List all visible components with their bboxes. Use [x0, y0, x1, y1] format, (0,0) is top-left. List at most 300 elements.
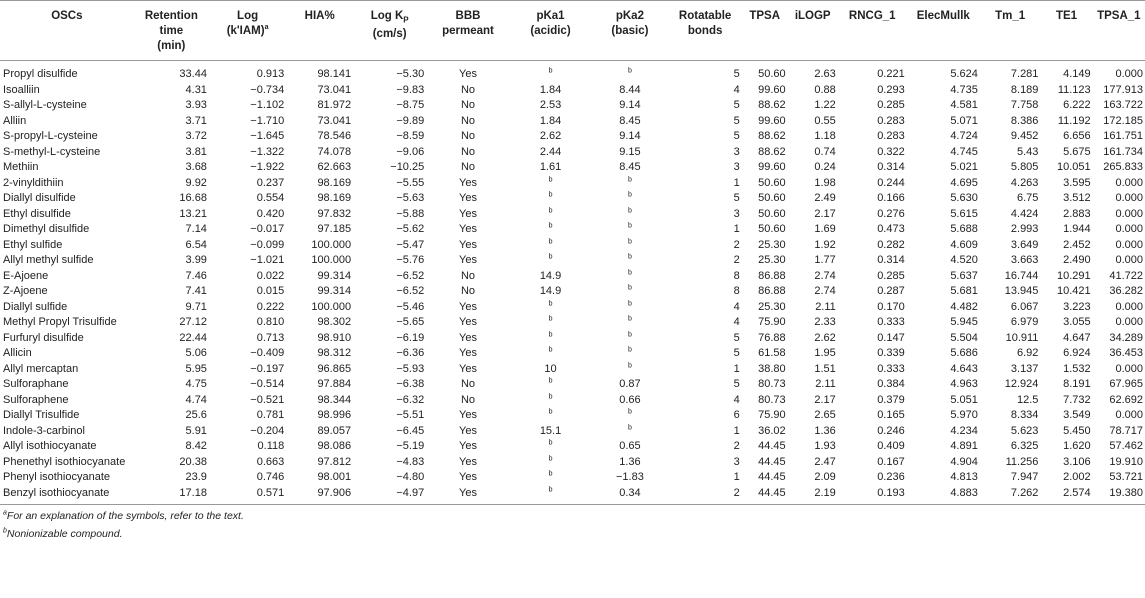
table-cell: [286, 377, 353, 393]
cell-value: Propyl disulfide: [3, 68, 78, 80]
footnote-b-mark: b: [548, 175, 553, 183]
table-cell: [980, 98, 1041, 114]
cell-value: 6.656: [1063, 130, 1091, 142]
column-header: [1093, 1, 1145, 61]
table-cell: [907, 284, 980, 300]
cell-value: 97.185: [317, 223, 352, 235]
cell-value: No: [460, 378, 476, 390]
footnote-b-mark: b: [627, 299, 632, 307]
table-cell: [669, 145, 742, 161]
table-cell: [1040, 269, 1092, 285]
table-cell: [742, 83, 788, 99]
table-cell: [907, 300, 980, 316]
table-cell: [1040, 486, 1092, 505]
cell-value: 0.022: [256, 269, 285, 282]
column-header: [510, 1, 591, 61]
table-cell: [907, 408, 980, 424]
cell-value: 0.379: [877, 393, 905, 406]
cell-value: 0.409: [877, 440, 905, 452]
table-cell: [591, 284, 668, 300]
table-cell: [838, 176, 907, 192]
cell-value: 73.041: [317, 114, 352, 127]
cell-value: 2.33: [814, 316, 836, 328]
cell-value: S-propyl-L-cysteine: [3, 130, 98, 142]
table-cell: [669, 439, 742, 455]
table-cell: [788, 238, 838, 254]
table-cell: [980, 191, 1041, 207]
cell-value: −5.63: [396, 192, 425, 204]
cell-value: 12.5: [1017, 393, 1039, 406]
table-cell: [510, 377, 591, 393]
table-cell: [591, 486, 668, 505]
table-row: [0, 486, 1145, 505]
table-cell: [209, 424, 286, 440]
cell-value: 36.453: [1109, 347, 1143, 359]
table-cell: [591, 393, 668, 409]
table-cell: [788, 114, 838, 130]
table-cell: [742, 408, 788, 424]
table-cell: [353, 253, 426, 269]
cell-value: 2.993: [1010, 223, 1039, 235]
table-cell: [980, 455, 1041, 471]
cell-value: 98.086: [317, 440, 352, 452]
cell-value: 12.924: [1004, 378, 1039, 390]
table-cell: [510, 455, 591, 471]
cell-value: −5.76: [396, 254, 425, 266]
table-cell: [510, 362, 591, 378]
cell-value: 7.262: [1010, 486, 1039, 499]
cell-value: Yes: [459, 238, 477, 251]
table-cell: [591, 424, 668, 440]
cell-value: 4.891: [950, 440, 978, 452]
cell-value: 5.681: [950, 285, 978, 297]
cell-value: 44.45: [758, 486, 786, 499]
table-cell: [353, 393, 426, 409]
table-cell: [1040, 439, 1092, 455]
table-cell: [742, 331, 788, 347]
footnote-b-mark: b: [548, 408, 553, 416]
cell-value: 0.000: [1115, 409, 1143, 421]
cell-value: 2.62: [814, 331, 836, 344]
cell-value: Allicin: [3, 347, 32, 359]
column-header: [980, 1, 1041, 61]
cell-value: Allyl methyl sulfide: [3, 254, 94, 266]
table-cell: [1040, 191, 1092, 207]
cell-value: 5.686: [950, 347, 978, 359]
cell-value: 0.314: [877, 161, 905, 173]
cell-value: 0.66: [619, 393, 641, 406]
cell-value: 0.000: [1115, 362, 1143, 375]
table-cell: [209, 253, 286, 269]
cell-value: 2.19: [814, 486, 836, 499]
table-row: [0, 114, 1145, 130]
table-cell: [510, 315, 591, 331]
table-cell: [669, 470, 742, 486]
compound-name-cell: [0, 83, 134, 99]
table-cell: [209, 315, 286, 331]
column-header: [1040, 1, 1092, 61]
table-cell: [907, 377, 980, 393]
table-cell: [838, 439, 907, 455]
cell-value: 0.420: [256, 207, 285, 220]
cell-value: 8.386: [1010, 114, 1039, 127]
table-cell: [353, 346, 426, 362]
table-cell: [669, 253, 742, 269]
table-cell: [353, 98, 426, 114]
column-header-label: pKa2: [615, 10, 644, 22]
cell-value: 100.000: [311, 254, 352, 266]
table-cell: [980, 114, 1041, 130]
table-cell: [353, 207, 426, 223]
cell-value: 3.512: [1063, 192, 1091, 204]
table-cell: [1093, 269, 1145, 285]
cell-value: 13.21: [179, 207, 207, 220]
compound-name-cell: [0, 424, 134, 440]
cell-value: 97.832: [317, 207, 352, 220]
cell-value: 33.44: [179, 68, 207, 80]
cell-value: 10.911: [1005, 331, 1039, 344]
table-cell: [1040, 362, 1092, 378]
table-cell: [134, 393, 209, 409]
cell-value: 4.643: [950, 362, 978, 375]
table-cell: [907, 470, 980, 486]
cell-value: 163.722: [1103, 99, 1143, 111]
cell-value: −6.19: [396, 331, 425, 344]
cell-value: 3: [733, 145, 740, 158]
table-cell: [353, 114, 426, 130]
table-cell: [742, 424, 788, 440]
table-cell: [1040, 408, 1092, 424]
table-cell: [426, 98, 510, 114]
table-cell: [353, 129, 426, 145]
table-cell: [1093, 129, 1145, 145]
cell-value: 41.722: [1109, 269, 1143, 282]
cell-value: 1.22: [814, 99, 836, 111]
table-cell: [134, 331, 209, 347]
compound-name-cell: [0, 455, 134, 471]
table-cell: [510, 222, 591, 238]
column-header: [426, 1, 510, 61]
cell-value: 5: [733, 114, 740, 127]
table-cell: [286, 253, 353, 269]
table-cell: [742, 284, 788, 300]
table-cell: [742, 98, 788, 114]
table-row: [0, 470, 1145, 486]
table-cell: [134, 424, 209, 440]
cell-value: 5: [733, 130, 740, 142]
cell-value: 80.73: [758, 378, 786, 390]
table-row: [0, 176, 1145, 192]
cell-value: 2.49: [814, 192, 836, 204]
cell-value: Dimethyl disulfide: [3, 223, 90, 235]
table-cell: [907, 331, 980, 347]
table-cell: [838, 98, 907, 114]
table-cell: [353, 238, 426, 254]
cell-value: Yes: [459, 68, 477, 80]
footnote-b-mark: b: [627, 423, 632, 431]
table-row: [0, 362, 1145, 378]
table-row: [0, 61, 1145, 83]
cell-value: 100.000: [311, 300, 352, 313]
cell-value: 7.46: [185, 269, 207, 282]
cell-value: Yes: [459, 331, 477, 344]
column-header: [907, 1, 980, 61]
table-cell: [426, 393, 510, 409]
table-cell: [134, 129, 209, 145]
footnote-a: [3, 509, 1142, 523]
table-cell: [838, 315, 907, 331]
table-cell: [426, 300, 510, 316]
cell-value: 5.504: [950, 331, 978, 344]
column-header-label: time: [159, 25, 184, 37]
table-cell: [669, 284, 742, 300]
cell-value: 25.30: [758, 238, 786, 251]
table-cell: [1040, 222, 1092, 238]
table-cell: [838, 160, 907, 176]
table-row: [0, 222, 1145, 238]
table-cell: [426, 269, 510, 285]
table-row: [0, 253, 1145, 269]
cell-value: −1.922: [250, 161, 285, 173]
footnote-b-mark: b: [627, 67, 632, 75]
cell-value: 9.71: [185, 300, 207, 313]
cell-value: −0.017: [250, 223, 285, 235]
table-cell: [209, 222, 286, 238]
cell-value: 1.532: [1063, 362, 1091, 375]
cell-value: 44.45: [758, 471, 786, 483]
cell-value: 3.663: [1010, 254, 1039, 266]
table-cell: [1093, 424, 1145, 440]
cell-value: 3.595: [1063, 176, 1091, 189]
cell-value: 0.473: [877, 223, 905, 235]
table-cell: [838, 408, 907, 424]
cell-value: −5.93: [396, 362, 425, 375]
cell-value: 2.65: [814, 409, 836, 421]
cell-value: 265.833: [1103, 161, 1143, 173]
table-cell: [134, 98, 209, 114]
footnote-b-mark: b: [627, 191, 632, 199]
table-cell: [426, 238, 510, 254]
cell-value: Furfuryl disulfide: [3, 331, 84, 344]
column-header-label: ElecMullk: [916, 10, 970, 22]
cell-value: −5.47: [396, 238, 425, 251]
table-cell: [591, 377, 668, 393]
table-cell: [838, 486, 907, 505]
table-cell: [353, 486, 426, 505]
table-cell: [286, 83, 353, 99]
table-cell: [907, 362, 980, 378]
table-cell: [209, 408, 286, 424]
footnote-b-mark: b: [627, 330, 632, 338]
table-cell: [426, 424, 510, 440]
table-cell: [838, 331, 907, 347]
table-cell: [669, 222, 742, 238]
column-header-subscript: P: [403, 15, 409, 25]
table-cell: [209, 439, 286, 455]
table-cell: [426, 346, 510, 362]
table-cell: [742, 145, 788, 161]
cell-value: −10.25: [390, 161, 425, 173]
table-cell: [134, 284, 209, 300]
table-cell: [1093, 377, 1145, 393]
compound-name-cell: [0, 191, 134, 207]
cell-value: 1.620: [1063, 440, 1091, 452]
cell-value: 3.81: [185, 145, 207, 158]
table-cell: [353, 439, 426, 455]
cell-value: 8: [733, 285, 740, 297]
compound-name-cell: [0, 408, 134, 424]
cell-value: 10: [544, 362, 557, 375]
cell-value: 2: [733, 440, 740, 452]
table-cell: [591, 114, 668, 130]
cell-value: 25.30: [758, 254, 786, 266]
table-cell: [980, 470, 1041, 486]
cell-value: 80.73: [758, 393, 786, 406]
footnote-b-mark: b: [548, 237, 553, 245]
cell-value: 3.71: [185, 114, 207, 127]
table-cell: [591, 145, 668, 161]
cell-value: 10.051: [1057, 161, 1091, 173]
cell-value: −1.710: [250, 114, 285, 127]
cell-value: 6.924: [1063, 347, 1091, 359]
table-cell: [980, 408, 1041, 424]
cell-value: 0.713: [256, 331, 285, 344]
table-cell: [510, 253, 591, 269]
cell-value: 1.93: [814, 440, 836, 452]
cell-value: 76.88: [758, 331, 786, 344]
cell-value: 86.88: [758, 269, 786, 282]
cell-value: 0.000: [1115, 223, 1143, 235]
column-header-label: iLOGP: [794, 10, 831, 22]
table-cell: [286, 470, 353, 486]
cell-value: 3.649: [1010, 238, 1039, 251]
table-cell: [788, 269, 838, 285]
cell-value: 8.44: [619, 83, 641, 96]
table-cell: [669, 408, 742, 424]
table-cell: [1093, 176, 1145, 192]
table-cell: [669, 393, 742, 409]
cell-value: 25.30: [758, 300, 786, 313]
cell-value: 4.74: [185, 393, 207, 406]
table-cell: [1040, 176, 1092, 192]
table-cell: [353, 191, 426, 207]
table-cell: [907, 393, 980, 409]
table-cell: [426, 315, 510, 331]
table-cell: [980, 315, 1041, 331]
table-cell: [286, 160, 353, 176]
cell-value: −1.021: [250, 254, 285, 266]
table-cell: [788, 439, 838, 455]
table-cell: [209, 145, 286, 161]
cell-value: Methiin: [3, 161, 39, 173]
cell-value: 8.191: [1063, 378, 1091, 390]
table-cell: [1040, 455, 1092, 471]
cell-value: −1.83: [615, 471, 644, 483]
column-header-label: (k'IAM): [226, 25, 265, 37]
table-cell: [353, 269, 426, 285]
cell-value: 0.88: [814, 83, 836, 96]
table-cell: [591, 439, 668, 455]
cell-value: 61.58: [758, 347, 786, 359]
table-cell: [838, 393, 907, 409]
table-cell: [1093, 331, 1145, 347]
cell-value: 3.549: [1063, 409, 1091, 421]
table-cell: [669, 486, 742, 505]
table-cell: [134, 191, 209, 207]
table-cell: [742, 238, 788, 254]
cell-value: 44.45: [758, 455, 786, 468]
cell-value: 62.692: [1109, 393, 1143, 406]
cell-value: 98.996: [317, 409, 352, 421]
cell-value: 5.615: [950, 207, 978, 220]
cell-value: Yes: [459, 362, 477, 375]
cell-value: 1.36: [814, 424, 836, 437]
table-cell: [1040, 331, 1092, 347]
compound-name-cell: [0, 238, 134, 254]
table-cell: [510, 61, 591, 83]
cell-value: 97.884: [317, 378, 352, 390]
cell-value: 98.141: [317, 68, 352, 80]
table-cell: [669, 315, 742, 331]
table-cell: [742, 362, 788, 378]
table-row: [0, 160, 1145, 176]
cell-value: 10.291: [1057, 269, 1091, 282]
footnote-b-mark: b: [548, 470, 553, 478]
table-row: [0, 98, 1145, 114]
cell-value: Sulforaphane: [3, 378, 69, 390]
cell-value: 23.9: [185, 471, 207, 483]
cell-value: E-Ajoene: [3, 269, 49, 282]
cell-value: 0.913: [256, 68, 285, 80]
table-cell: [1093, 145, 1145, 161]
cell-value: 1.18: [814, 130, 836, 142]
table-cell: [669, 362, 742, 378]
footnote-b-mark: b: [627, 315, 632, 323]
table-cell: [907, 176, 980, 192]
cell-value: 0.000: [1115, 300, 1143, 313]
cell-value: 0.65: [619, 440, 641, 452]
footnote-b-mark: b: [548, 454, 553, 462]
table-cell: [209, 284, 286, 300]
cell-value: 4.581: [950, 99, 978, 111]
table-cell: [788, 145, 838, 161]
cell-value: Yes: [459, 409, 477, 421]
footnote-b-mark: b: [548, 67, 553, 75]
table-cell: [209, 393, 286, 409]
table-cell: [286, 98, 353, 114]
table-cell: [669, 191, 742, 207]
cell-value: 5.91: [185, 424, 207, 437]
table-cell: [980, 61, 1041, 83]
cell-value: 9.15: [619, 145, 641, 158]
cell-value: Diallyl disulfide: [3, 192, 76, 204]
cell-value: 5: [733, 378, 740, 390]
table-cell: [1093, 393, 1145, 409]
table-cell: [353, 222, 426, 238]
table-cell: [591, 300, 668, 316]
compound-name-cell: [0, 176, 134, 192]
column-header: [0, 1, 134, 61]
table-cell: [134, 486, 209, 505]
table-cell: [669, 424, 742, 440]
cell-value: 0.746: [256, 471, 285, 483]
table-cell: [669, 160, 742, 176]
table-cell: [510, 439, 591, 455]
cell-value: 3.93: [185, 99, 207, 111]
table-cell: [1093, 486, 1145, 505]
cell-value: 11.192: [1057, 114, 1091, 127]
cell-value: 0.87: [619, 378, 641, 390]
